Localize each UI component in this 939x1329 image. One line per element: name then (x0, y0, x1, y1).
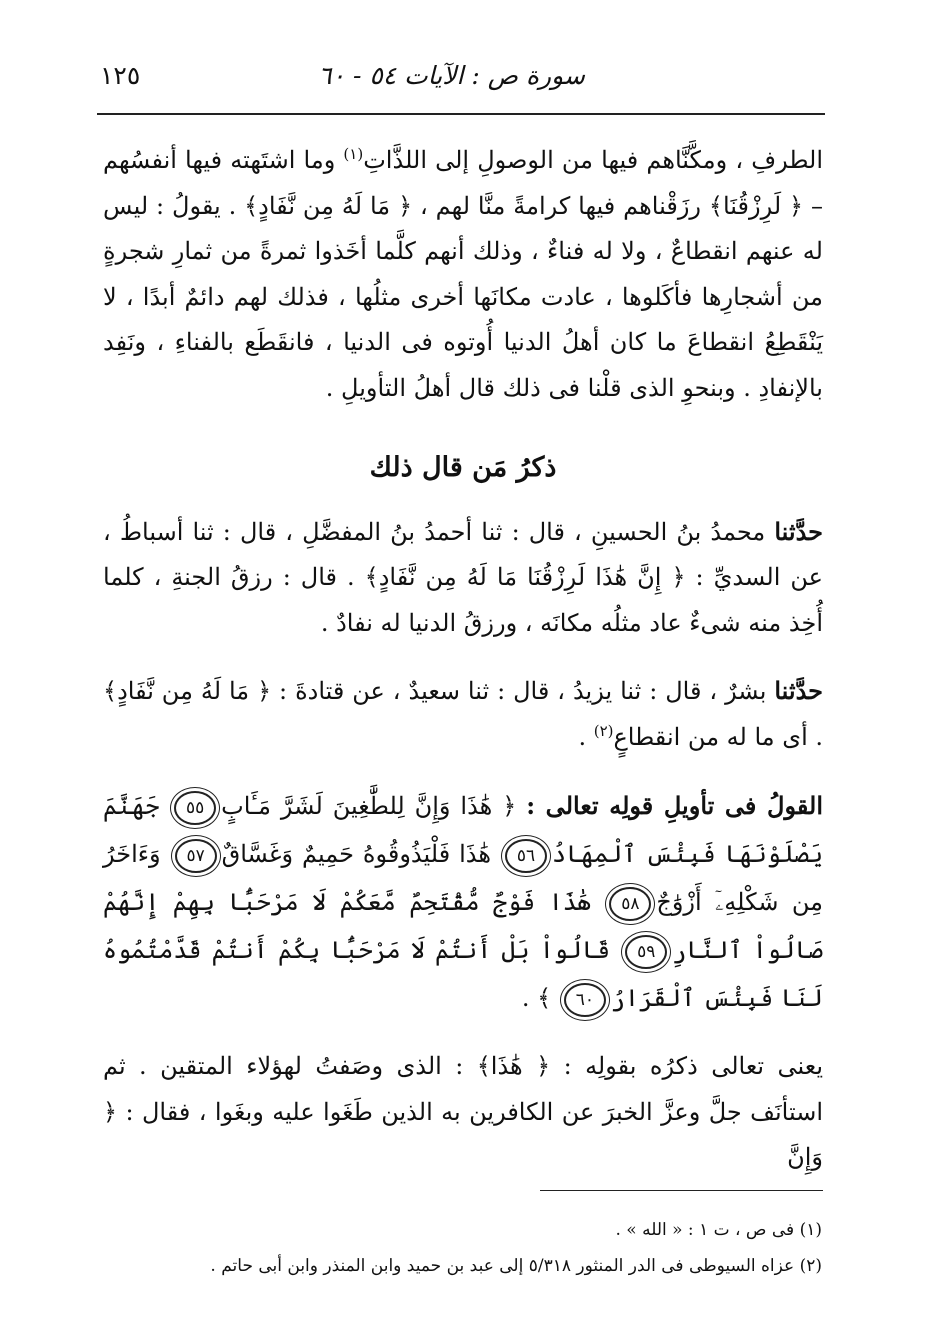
paragraph-4-verses (103, 782, 823, 1022)
verse-number-58: ٥٨ (609, 887, 651, 921)
footnotes (100, 1212, 822, 1284)
spacer (103, 760, 823, 782)
footnote-ref-1[interactable]: (١) (343, 145, 364, 163)
paragraph-3-lead: حدَّثنا (774, 676, 823, 705)
main-text (103, 138, 823, 1181)
paragraph-3-text-b: . (578, 722, 594, 751)
footnote-1: (١) فى ص ، ت ١ : « الله » . (615, 1220, 822, 1240)
section-heading: ذكرُ مَن قال ذلك (369, 452, 557, 483)
verse-number-57: ٥٧ (175, 839, 217, 873)
verse-number-60: ٦٠ (564, 983, 606, 1017)
verse-number-56: ٥٦ (505, 839, 547, 873)
footnote-2: (٢) عزاه السيوطى فى الدر المنثور ٥/٣١٨ إلى عبد بن حميد وابن المنذر وابن أبى حاتم . (210, 1256, 822, 1276)
running-header (100, 55, 825, 95)
footnote-rule (540, 1190, 823, 1191)
paragraph-1 (103, 138, 823, 411)
verse-57: هَٰذَا فَلْيَذُوقُوهُ حَمِيمٌ وَغَسَّاقٌ (221, 840, 500, 868)
verse-number-59: ٥٩ (625, 935, 667, 969)
verse-59: هَٰذَا فَوْجٌ مُّقْتَحِمٌ مَّعَكُمْ لَا مَرْحَبًۢا بِهِمْ إِنَّهُمْ صَالُواْ ٱلنَّارِ (103, 888, 824, 964)
verse-block-end: ﴾ . (521, 984, 559, 1012)
paragraph-4-lead: القولُ فى تأويلِ قولِه تعالى : (526, 791, 823, 820)
paragraph-2-text: محمدُ بنُ الحسينِ ، قال : ثنا أحمدُ بنُ المفضَّلِ ، قال : ثنا أسباطُ ، عن السديِّ : ﴿ إِنَّ هَٰذَا لَرِزْقُنَا مَا لَهُ مِن نَّفَادٍ﴾ . قال : رزقُ الجنةِ ، كلما أُخِذ منه شىءٌ عاد مثلُه مكانَه ، ورزقُ الدنيا له نفادٌ . (103, 517, 823, 637)
verse-number-55: ٥٥ (174, 791, 216, 825)
verse-58: وَءَاخَرُ مِن شَكْلِهِۦٓ أَزْوَٰجٌ (103, 840, 823, 916)
paragraph-1-text-a: الطرفِ ، ومكَّنَّاهم فيها من الوصولِ إلى اللذَّاتِ (363, 146, 823, 174)
paragraph-1-text-b: وما اشتَهته فيها أنفسُهم – ﴿ لَرِزْقُنَا﴾ رزَقْناهم فيها كرامةً منَّا لهم ، ﴿ مَا لَهُ مِن نَّفَادٍ﴾ . يقولُ : ليس له عنهم انقطاعٌ ، ولا له فناءٌ ، وذلك أنهم كلَّما أخَذوا ثمرةً من ثمارِ شجرةٍ من أشجارِها فأكَلوها ، عادت مكانَها أخرى مثلُها ، فذلك لهم دائمٌ أبدًا ، لا يَنْقَطِعُ انقطاعَ ما كان أهلُ الدنيا أُوتوه فى الدنيا ، فانقَطَع بالفناءِ ، ونَفِد بالإنفادِ . وبنحوِ الذى قلْنا فى ذلك قال أهلُ التأويلِ . (103, 146, 823, 402)
paragraph-2 (103, 509, 823, 647)
verse-55: ﴿ هَٰذَا وَإِنَّ لِلطَّٰغِينَ لَشَرَّ مَـَٔابٍ (221, 792, 527, 820)
paragraph-3-text-a: بشرٌ ، قال : ثنا يزيدُ ، قال : ثنا سعيدٌ ، عن قتادةَ : ﴿ مَا لَهُ مِن نَّفَادٍ﴾ . أى ما له من انقطاعٍ (103, 677, 823, 751)
footnote-ref-2[interactable]: (٢) (593, 721, 614, 740)
header-rule (97, 113, 825, 115)
page-number: ١٢٥ (100, 61, 141, 90)
paragraph-3 (103, 668, 823, 760)
paragraph-5: يعنى تعالى ذكرُه بقولِه : ﴿ هَٰذَا﴾ : الذى وصَفتُ لهؤلاء المتقين . ثم استأنَف جلَّ وعزَّ الخبرَ عن الكافرين به الذين طَغَوا عليه وبغَوا ، فقال : ﴿ وَإِنَّ (103, 1052, 823, 1171)
verse-60: قَالُواْ بَلْ أَنتُمْ لَا مَرْحَبًۢا بِكُمْ أَنتُمْ قَدَّمْتُمُوهُ لَنَا فَبِئْسَ ٱلْقَرَارُ (103, 936, 823, 1012)
paragraph-2-lead: حدَّثنا (774, 516, 823, 546)
running-title: سورة ص : الآيات ٥٤ - ٦٠ (318, 61, 585, 90)
verse-56: جَهَنَّمَ يَصْلَوْنَهَا فَبِئْسَ ٱلْمِهَادُ (103, 792, 824, 868)
spacer (103, 1022, 823, 1044)
spacer (103, 646, 823, 668)
